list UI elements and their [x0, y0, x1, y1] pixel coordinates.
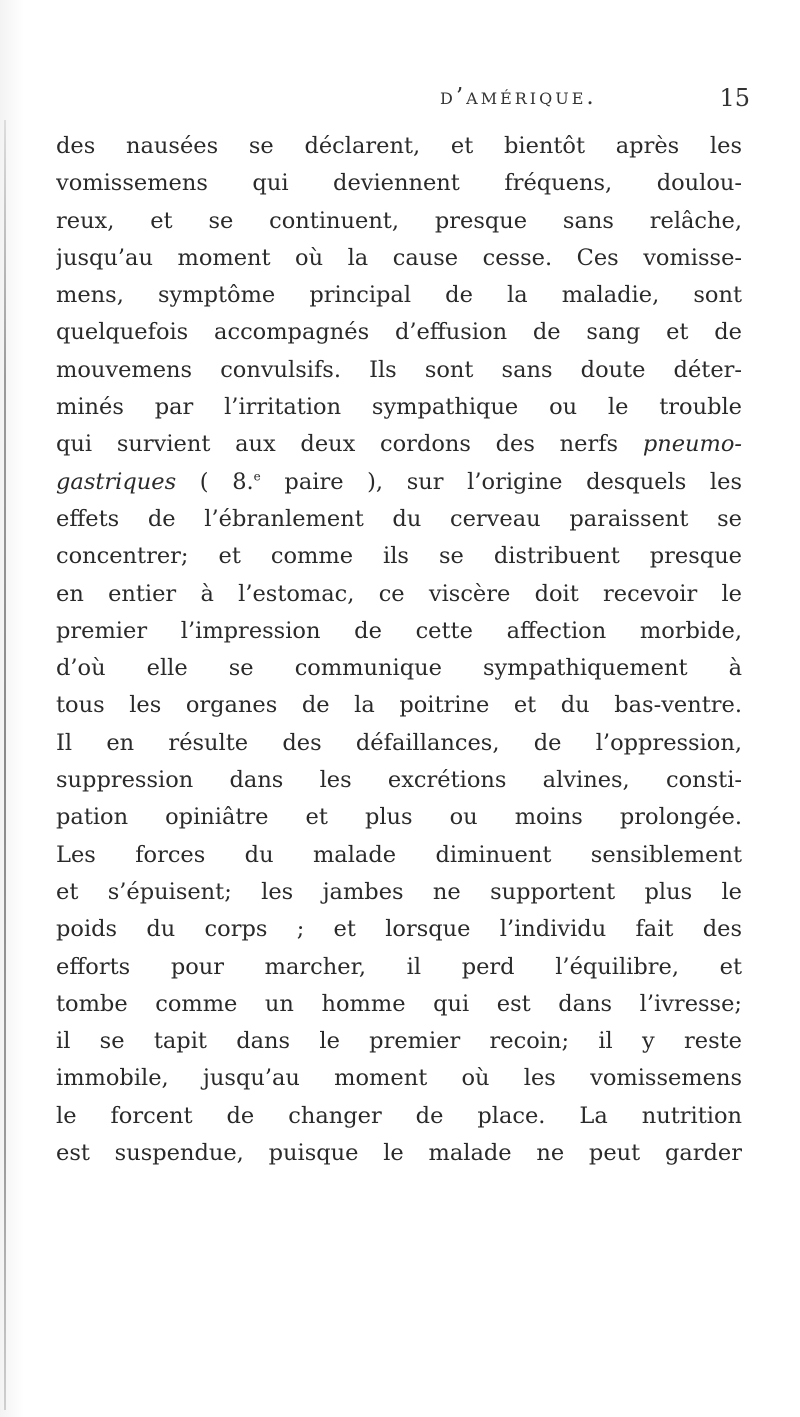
text-line: des nausées se déclarent, et bientôt après les — [56, 133, 742, 159]
text-run: paire ), sur l’origine desquels les — [260, 468, 742, 495]
text-line: premier l’impression de cette affection morbide, — [56, 617, 742, 644]
text-line: efforts pour marcher, il perd l’équilibre, et — [56, 953, 742, 980]
superscript: e — [253, 469, 261, 484]
text-line: suppression dans les excrétions alvines, consti- — [56, 767, 742, 794]
text-line: effets de l’ébranlement du cerveau paraissent se — [56, 505, 742, 532]
text-line: immobile, jusqu’au moment où les vomissemens — [56, 1065, 742, 1092]
text-line: mouvemens convulsifs. Ils sont sans doute déter- — [56, 356, 742, 383]
text-line: d’où elle se communique sympathiquement à — [56, 655, 742, 682]
text-line — [56, 426, 742, 463]
text-line: minés par l’irritation sympathique ou le trouble — [56, 394, 742, 421]
italic-term: gastriques — [56, 468, 177, 495]
text-line: il se tapit dans le premier recoin; il y reste — [56, 1028, 742, 1055]
body-text — [56, 128, 742, 1172]
text-line: mens, symptôme principal de la maladie, sont — [56, 282, 742, 309]
text-run: qui survient aux deux cordons des nerfs — [56, 431, 643, 458]
text-line: est suspendue, puisque le malade ne peut garder — [56, 1140, 742, 1167]
text-line: poids du corps ; et lorsque l’individu fait des — [56, 916, 742, 943]
running-title: d’amérique. — [440, 84, 597, 110]
text-line: concentrer; et comme ils se distribuent presque — [56, 543, 742, 570]
text-line: en entier à l’estomac, ce viscère doit recevoir le — [56, 580, 742, 607]
text-line: Il en résulte des défaillances, de l’oppression, — [56, 729, 742, 756]
italic-term: pneumo- — [642, 431, 742, 458]
text-line: tous les organes de la poitrine et du bas-ventre. — [56, 692, 742, 719]
text-line: Les forces du malade diminuent sensiblement — [56, 841, 742, 868]
text-line: le forcent de changer de place. La nutrition — [56, 1102, 742, 1129]
text-line: tombe comme un homme qui est dans l’ivresse; — [56, 990, 742, 1017]
page-number: 15 — [719, 84, 750, 112]
text-line: quelquefois accompagnés d’effusion de sang et de — [56, 319, 742, 346]
text-line: jusqu’au moment où la cause cesse. Ces vomisse- — [56, 244, 742, 271]
text-line: reux, et se continuent, presque sans relâche, — [56, 207, 742, 234]
page-gutter-edge — [4, 120, 6, 1410]
text-run: ( 8. — [176, 468, 254, 495]
text-line: vomissemens qui deviennent fréquens, doulou- — [56, 170, 742, 197]
running-head — [90, 84, 750, 118]
text-line — [56, 464, 742, 501]
text-line: et s’épuisent; les jambes ne supportent plus le — [56, 878, 742, 905]
text-line: pation opiniâtre et plus ou moins prolongée. — [56, 804, 742, 831]
